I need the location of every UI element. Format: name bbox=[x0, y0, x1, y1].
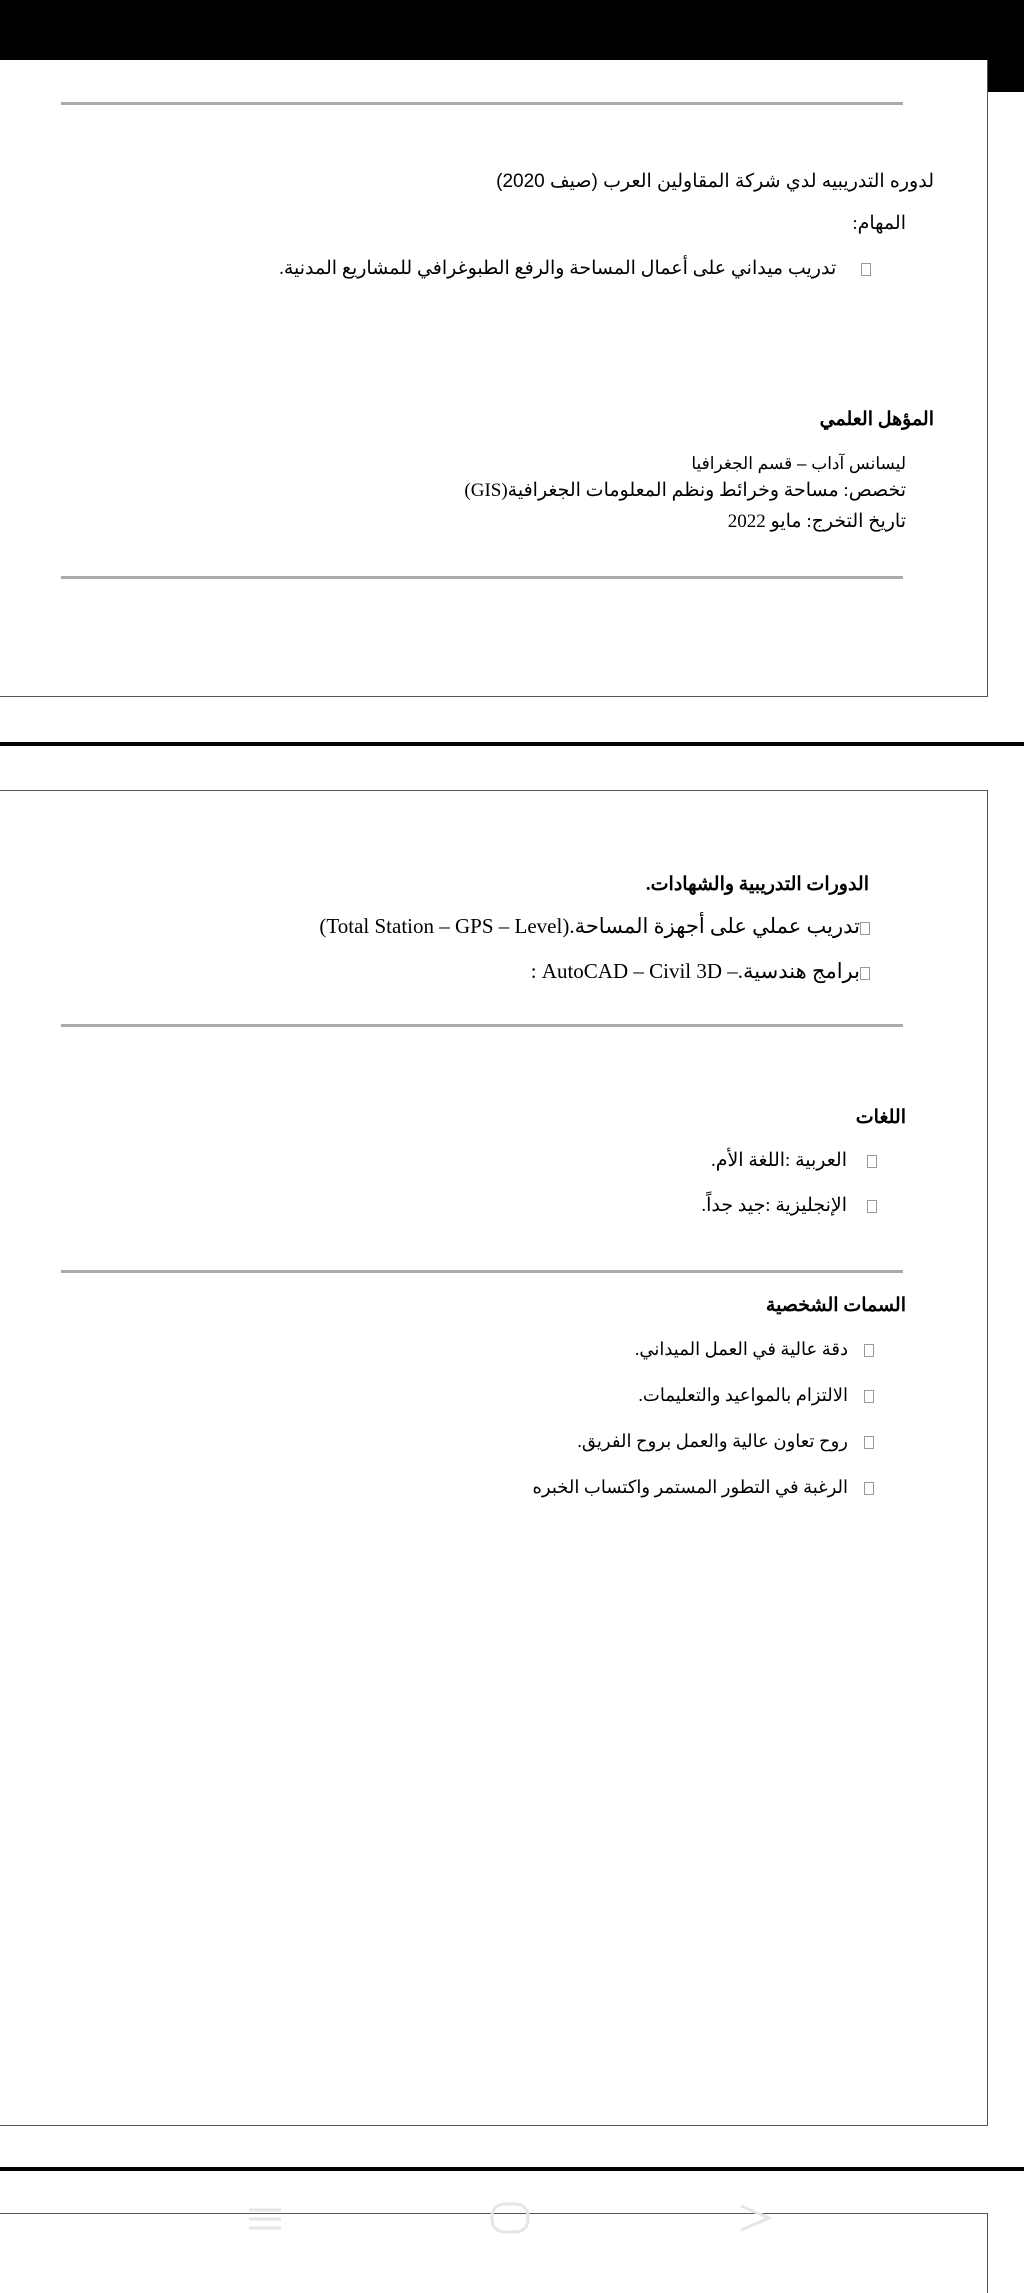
course-item-1 bbox=[319, 914, 870, 939]
page-separator bbox=[0, 2167, 1024, 2171]
recent-apps-icon[interactable] bbox=[245, 2198, 285, 2238]
bullet-box-icon bbox=[860, 922, 870, 935]
divider bbox=[61, 1024, 903, 1027]
bullet-box-icon bbox=[864, 1344, 874, 1357]
trait-item-3-text: روح تعاون عالية والعمل بروح الفريق. bbox=[577, 1431, 848, 1451]
home-icon[interactable] bbox=[488, 2198, 532, 2238]
bullet-box-icon bbox=[864, 1390, 874, 1403]
trait-item-1-text: دقة عالية في العمل الميداني. bbox=[634, 1339, 848, 1359]
bullet-box-icon bbox=[861, 263, 871, 276]
traits-title: السمات الشخصية bbox=[765, 1295, 906, 1316]
task-item-text: تدريب ميداني على أعمال المساحة والرفع الطبوغرافي للمشاريع المدنية. bbox=[279, 258, 837, 279]
education-title: المؤهل العلمي bbox=[819, 409, 934, 430]
trait-item-4 bbox=[533, 1477, 875, 1498]
course-item-1-text: تدريب عملي على أجهزة المساحة.(Total Station – GPS – Level) bbox=[319, 914, 860, 938]
document-page-2 bbox=[0, 790, 988, 2126]
trait-item-1 bbox=[635, 1339, 874, 1360]
specialization: تخصص: مساحة وخرائط ونظم المعلومات الجغرافية(GIS) bbox=[464, 480, 906, 501]
course-item-2-text: برامج هندسية.– AutoCAD – Civil 3D : bbox=[530, 959, 860, 983]
language-item-1-text: العربية :اللغة الأم. bbox=[710, 1150, 847, 1171]
divider bbox=[61, 102, 903, 105]
trait-item-2-text: الالتزام بالمواعيد والتعليمات. bbox=[638, 1385, 848, 1405]
bullet-box-icon bbox=[860, 967, 870, 980]
languages-title: اللغات bbox=[855, 1107, 906, 1128]
bullet-box-icon bbox=[867, 1200, 877, 1213]
trait-item-4-text: الرغبة في التطور المستمر واكتساب الخبره bbox=[532, 1477, 848, 1497]
tasks-label: المهام: bbox=[852, 213, 906, 234]
language-item-2 bbox=[701, 1194, 877, 1217]
trait-item-2 bbox=[638, 1385, 874, 1406]
trait-item-3 bbox=[577, 1431, 874, 1452]
bullet-box-icon bbox=[867, 1155, 877, 1168]
graduation-date: تاريخ التخرج: مايو 2022 bbox=[727, 511, 906, 532]
training-line: لدوره التدريبيه لدي شركة المقاولين العرب (صيف 2020) bbox=[496, 171, 934, 192]
divider bbox=[61, 1270, 903, 1273]
task-item bbox=[279, 257, 871, 280]
bullet-box-icon bbox=[864, 1436, 874, 1449]
course-item-2 bbox=[531, 959, 870, 984]
divider bbox=[61, 576, 903, 579]
language-item-2-text: الإنجليزية :جيد جداً. bbox=[701, 1195, 847, 1216]
navigation-bar bbox=[0, 2196, 1024, 2240]
courses-title: الدورات التدريبية والشهادات. bbox=[645, 874, 869, 895]
document-page-1 bbox=[0, 60, 988, 697]
page-separator bbox=[0, 742, 1024, 746]
language-item-1 bbox=[711, 1149, 877, 1172]
back-icon[interactable] bbox=[735, 2198, 775, 2238]
degree: ليسانس آداب – قسم الجغرافيا bbox=[691, 454, 906, 473]
bullet-box-icon bbox=[864, 1482, 874, 1495]
